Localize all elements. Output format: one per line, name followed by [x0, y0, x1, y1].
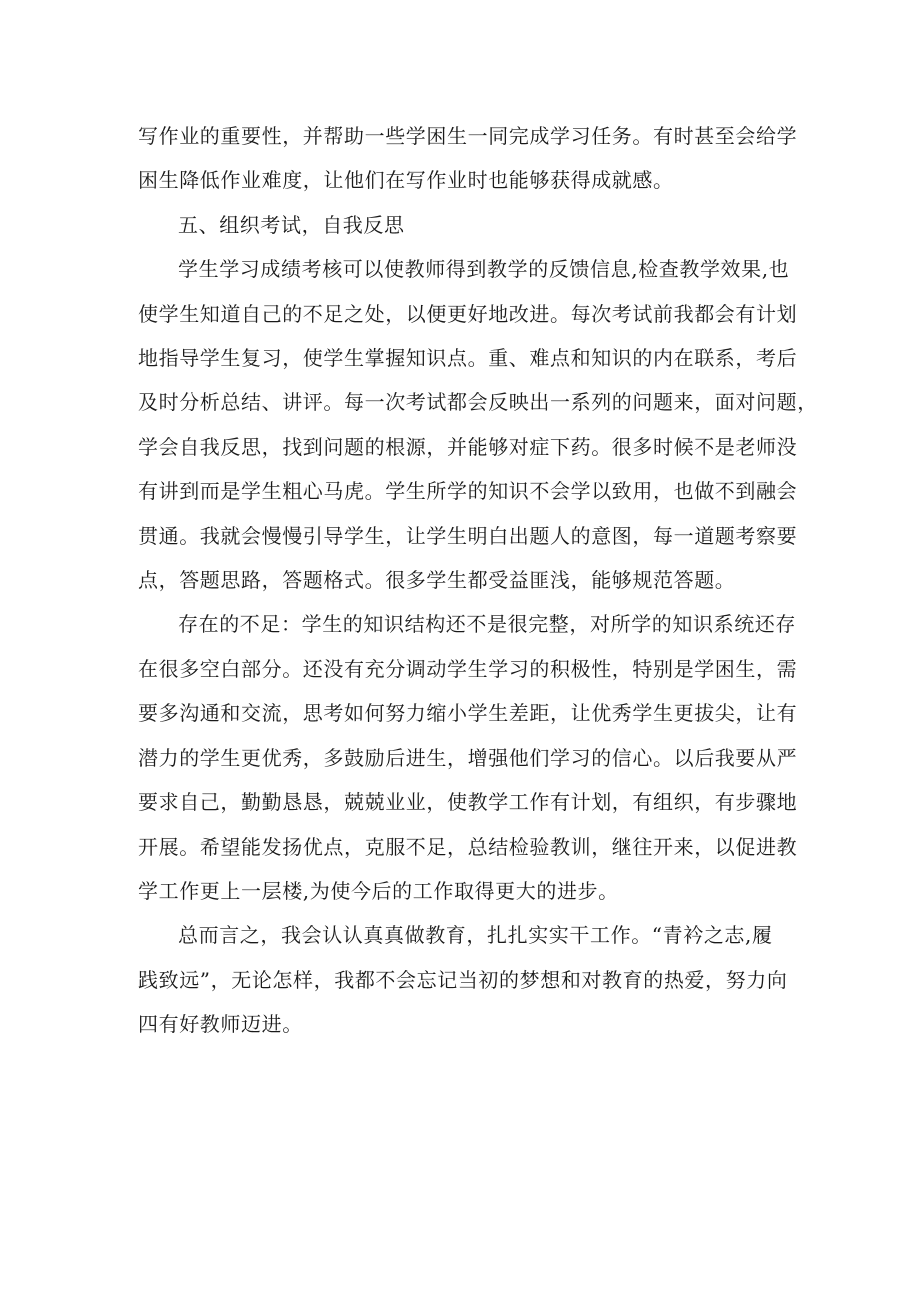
paragraph-conclusion [138, 913, 798, 1046]
text-line: 践致远”，无论怎样，我都不会忘记当初的梦想和对教育的热爱，努力向 [138, 967, 788, 992]
text-line: 学生学习成绩考核可以使教师得到教学的反馈信息,检查教学效果,也 [178, 257, 790, 282]
paragraph-shortcomings [138, 602, 798, 913]
heading-line: 五、组织考试，自我反思 [178, 212, 405, 237]
text-line: 存在的不足：学生的知识结构还不是很完整，对所学的知识系统还存 [178, 612, 796, 637]
paragraph-exam-feedback [138, 247, 818, 602]
document-body [138, 114, 818, 1047]
text-line: 有讲到而是学生粗心马虎。学生所学的知识不会学以致用，也做不到融会 [138, 479, 798, 504]
text-line: 要求自己，勤勤恳恳，兢兢业业，使教学工作有计划，有组织，有步骤地 [138, 790, 798, 815]
text-line: 在很多空白部分。还没有充分调动学生学习的积极性，特别是学困生，需 [138, 656, 798, 681]
text-line: 总而言之，我会认认真真做教育，扎扎实实干工作。“青衿之志,履 [178, 923, 773, 948]
section-heading [138, 203, 798, 247]
text-line: 学工作更上一层楼,为使今后的工作取得更大的进步。 [138, 878, 619, 903]
text-line: 贯通。我就会慢慢引导学生，让学生明白出题人的意图，每一道题考察要 [138, 523, 798, 548]
text-line: 点，答题思路，答题格式。很多学生都受益匪浅，能够规范答题。 [138, 568, 736, 593]
text-line: 及时分析总结、讲评。每一次考试都会反映出一系列的问题来，面对问题， [138, 390, 818, 415]
paragraph-continuation [138, 114, 798, 203]
text-line: 写作业的重要性，并帮助一些学困生一同完成学习任务。有时甚至会给学 [138, 124, 798, 148]
text-line: 开展。希望能发扬优点，克服不足，总结检验教训，继往开来，以促进教 [138, 834, 798, 859]
text-line: 使学生知道自己的不足之处，以便更好地改进。每次考试前我都会有计划 [138, 301, 798, 326]
text-line: 潜力的学生更优秀，多鼓励后进生，增强他们学习的信心。以后我要从严 [138, 745, 798, 770]
text-line: 四有好教师迈进。 [138, 1012, 303, 1037]
text-line: 要多沟通和交流，思考如何努力缩小学生差距，让优秀学生更拔尖，让有 [138, 701, 798, 726]
text-line: 地指导学生复习，使学生掌握知识点。重、难点和知识的内在联系，考后 [138, 346, 798, 371]
text-line: 困生降低作业难度，让他们在写作业时也能够获得成就感。 [138, 168, 674, 193]
text-line: 学会自我反思，找到问题的根源，并能够对症下药。很多时候不是老师没 [138, 434, 798, 459]
